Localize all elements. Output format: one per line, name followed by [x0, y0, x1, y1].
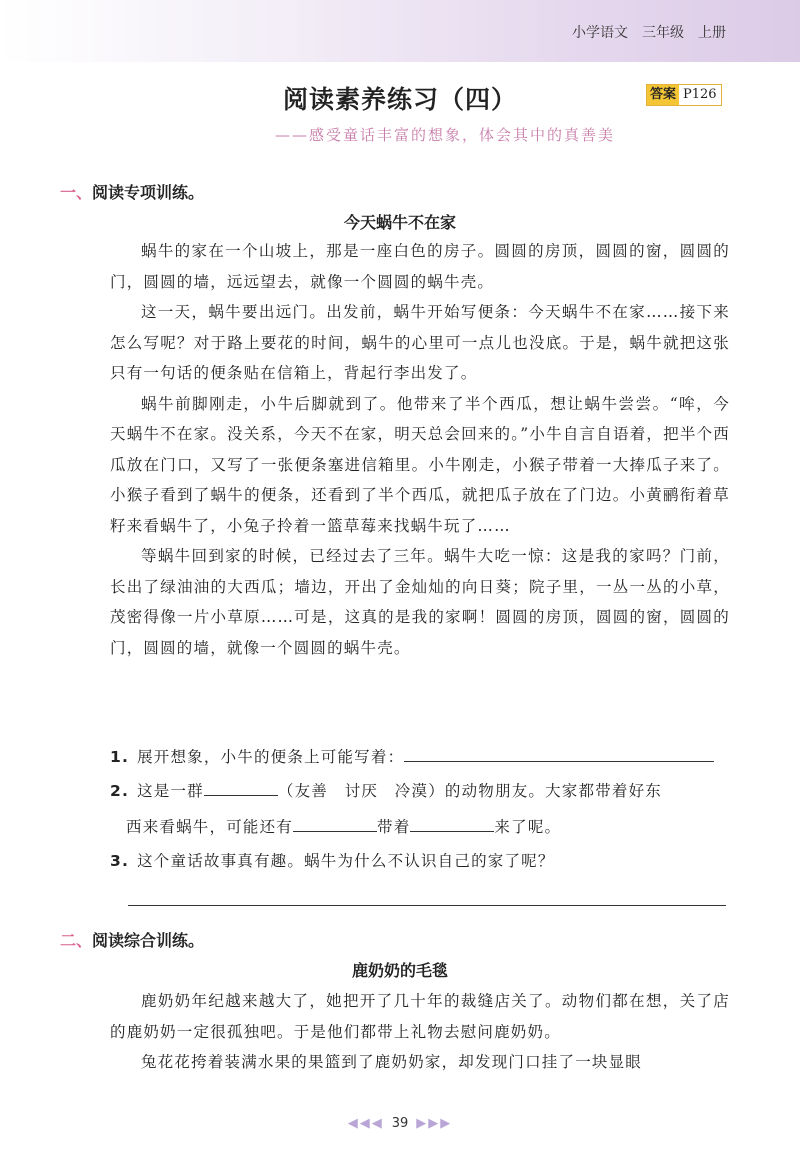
answer-blank[interactable]: [404, 743, 714, 762]
section-title: 阅读综合训练。: [92, 931, 205, 950]
answer-badge[interactable]: [646, 84, 722, 106]
section-number: 二、: [60, 931, 93, 950]
question-text: 这个童话故事真有趣。蜗牛为什么不认识自己的家了呢？: [137, 852, 555, 870]
paragraph: 这一天，蜗牛要出远门。出发前，蜗牛开始写便条：今天蜗牛不在家……接下来怎么写呢？对于路上要花的时间，蜗牛的心里可一点儿也没底。于是，蜗牛就把这张只有一句话的便条贴在信箱上，背起行李出发了。: [110, 303, 730, 382]
right-arrows-icon: ▶▶▶: [416, 1116, 453, 1131]
story-body: [110, 986, 730, 1078]
question-2: [110, 776, 730, 806]
section-heading-1: [60, 180, 204, 203]
paragraph: 蜗牛的家在一个山坡上，那是一座白色的房子。圆圆的房顶，圆圆的窗，圆圆的门，圆圆的墙，远远望去，就像一个圆圆的蜗牛壳。: [110, 242, 730, 291]
question-text: 这是一群: [137, 782, 204, 800]
question-text: 带着: [377, 818, 411, 836]
story-title: 鹿奶奶的毛毯: [351, 961, 448, 980]
question-number: 2.: [110, 782, 130, 800]
page-title: 阅读素养练习（四）: [282, 85, 517, 114]
answer-line[interactable]: [128, 905, 726, 906]
left-arrows-icon: ◀◀◀: [347, 1116, 384, 1131]
question-2-continued: [126, 812, 746, 842]
question-text: （友善 讨厌 冷漠）的动物朋友。大家都带着好东: [277, 782, 662, 800]
question-3: [110, 846, 730, 876]
section-heading-2: [60, 928, 204, 951]
paragraph: 鹿奶奶年纪越来越大了，她把开了几十年的裁缝店关了。动物们都在想，关了店的鹿奶奶一定很孤独吧。于是他们都带上礼物去慰问鹿奶奶。: [110, 992, 730, 1041]
page-subtitle: ——感受童话丰富的想象，体会其中的真善美: [274, 126, 615, 144]
question-text: 展开想象，小牛的便条上可能写着：: [137, 748, 405, 766]
section-number: 一、: [60, 183, 93, 202]
book-label: 小学语文 三年级 上册: [572, 25, 726, 41]
question-number: 1.: [110, 748, 130, 766]
page-footer: [0, 1116, 800, 1131]
paragraph: 等蜗牛回到家的时候，已经过去了三年。蜗牛大吃一惊：这是我的家吗？门前，长出了绿油油的大西瓜；墙边，开出了金灿灿的向日葵；院子里，一丛一丛的小草，茂密得像一片小草原……可是，这真的是我的家啊！圆圆的房顶，圆圆的窗，圆圆的门，圆圆的墙，就像一个圆圆的蜗牛壳。: [110, 547, 730, 657]
question-text: 来了呢。: [494, 818, 562, 836]
question-1: [110, 742, 730, 772]
story-body: [110, 236, 730, 663]
page-number: 39: [391, 1116, 409, 1131]
answer-blank[interactable]: [293, 813, 377, 832]
answer-page: P126: [679, 85, 721, 105]
section-title: 阅读专项训练。: [92, 183, 205, 202]
answer-blank[interactable]: [410, 813, 494, 832]
story-title: 今天蜗牛不在家: [343, 213, 456, 232]
paragraph: 蜗牛前脚刚走，小牛后脚就到了。他带来了半个西瓜，想让蜗牛尝尝。“哞，今天蜗牛不在家。没关系，今天不在家，明天总会回来的。”小牛自言自语着，把半个西瓜放在门口，又写了一张便条塞进信箱里。小牛刚走，小猴子带着一大捧瓜子来了。小猴子看到了蜗牛的便条，还看到了半个西瓜，就把瓜子放在了门边。小黄鹂衔着草籽来看蜗牛了，小兔子拎着一篮草莓来找蜗牛玩了……: [110, 394, 730, 535]
question-text: 西来看蜗牛，可能还有: [126, 818, 294, 836]
answer-blank[interactable]: [204, 777, 278, 796]
answer-label: 答案: [647, 85, 679, 105]
paragraph: 兔花花挎着装满水果的果篮到了鹿奶奶家，却发现门口挂了一块显眼: [141, 1053, 643, 1071]
question-number: 3.: [110, 852, 130, 870]
